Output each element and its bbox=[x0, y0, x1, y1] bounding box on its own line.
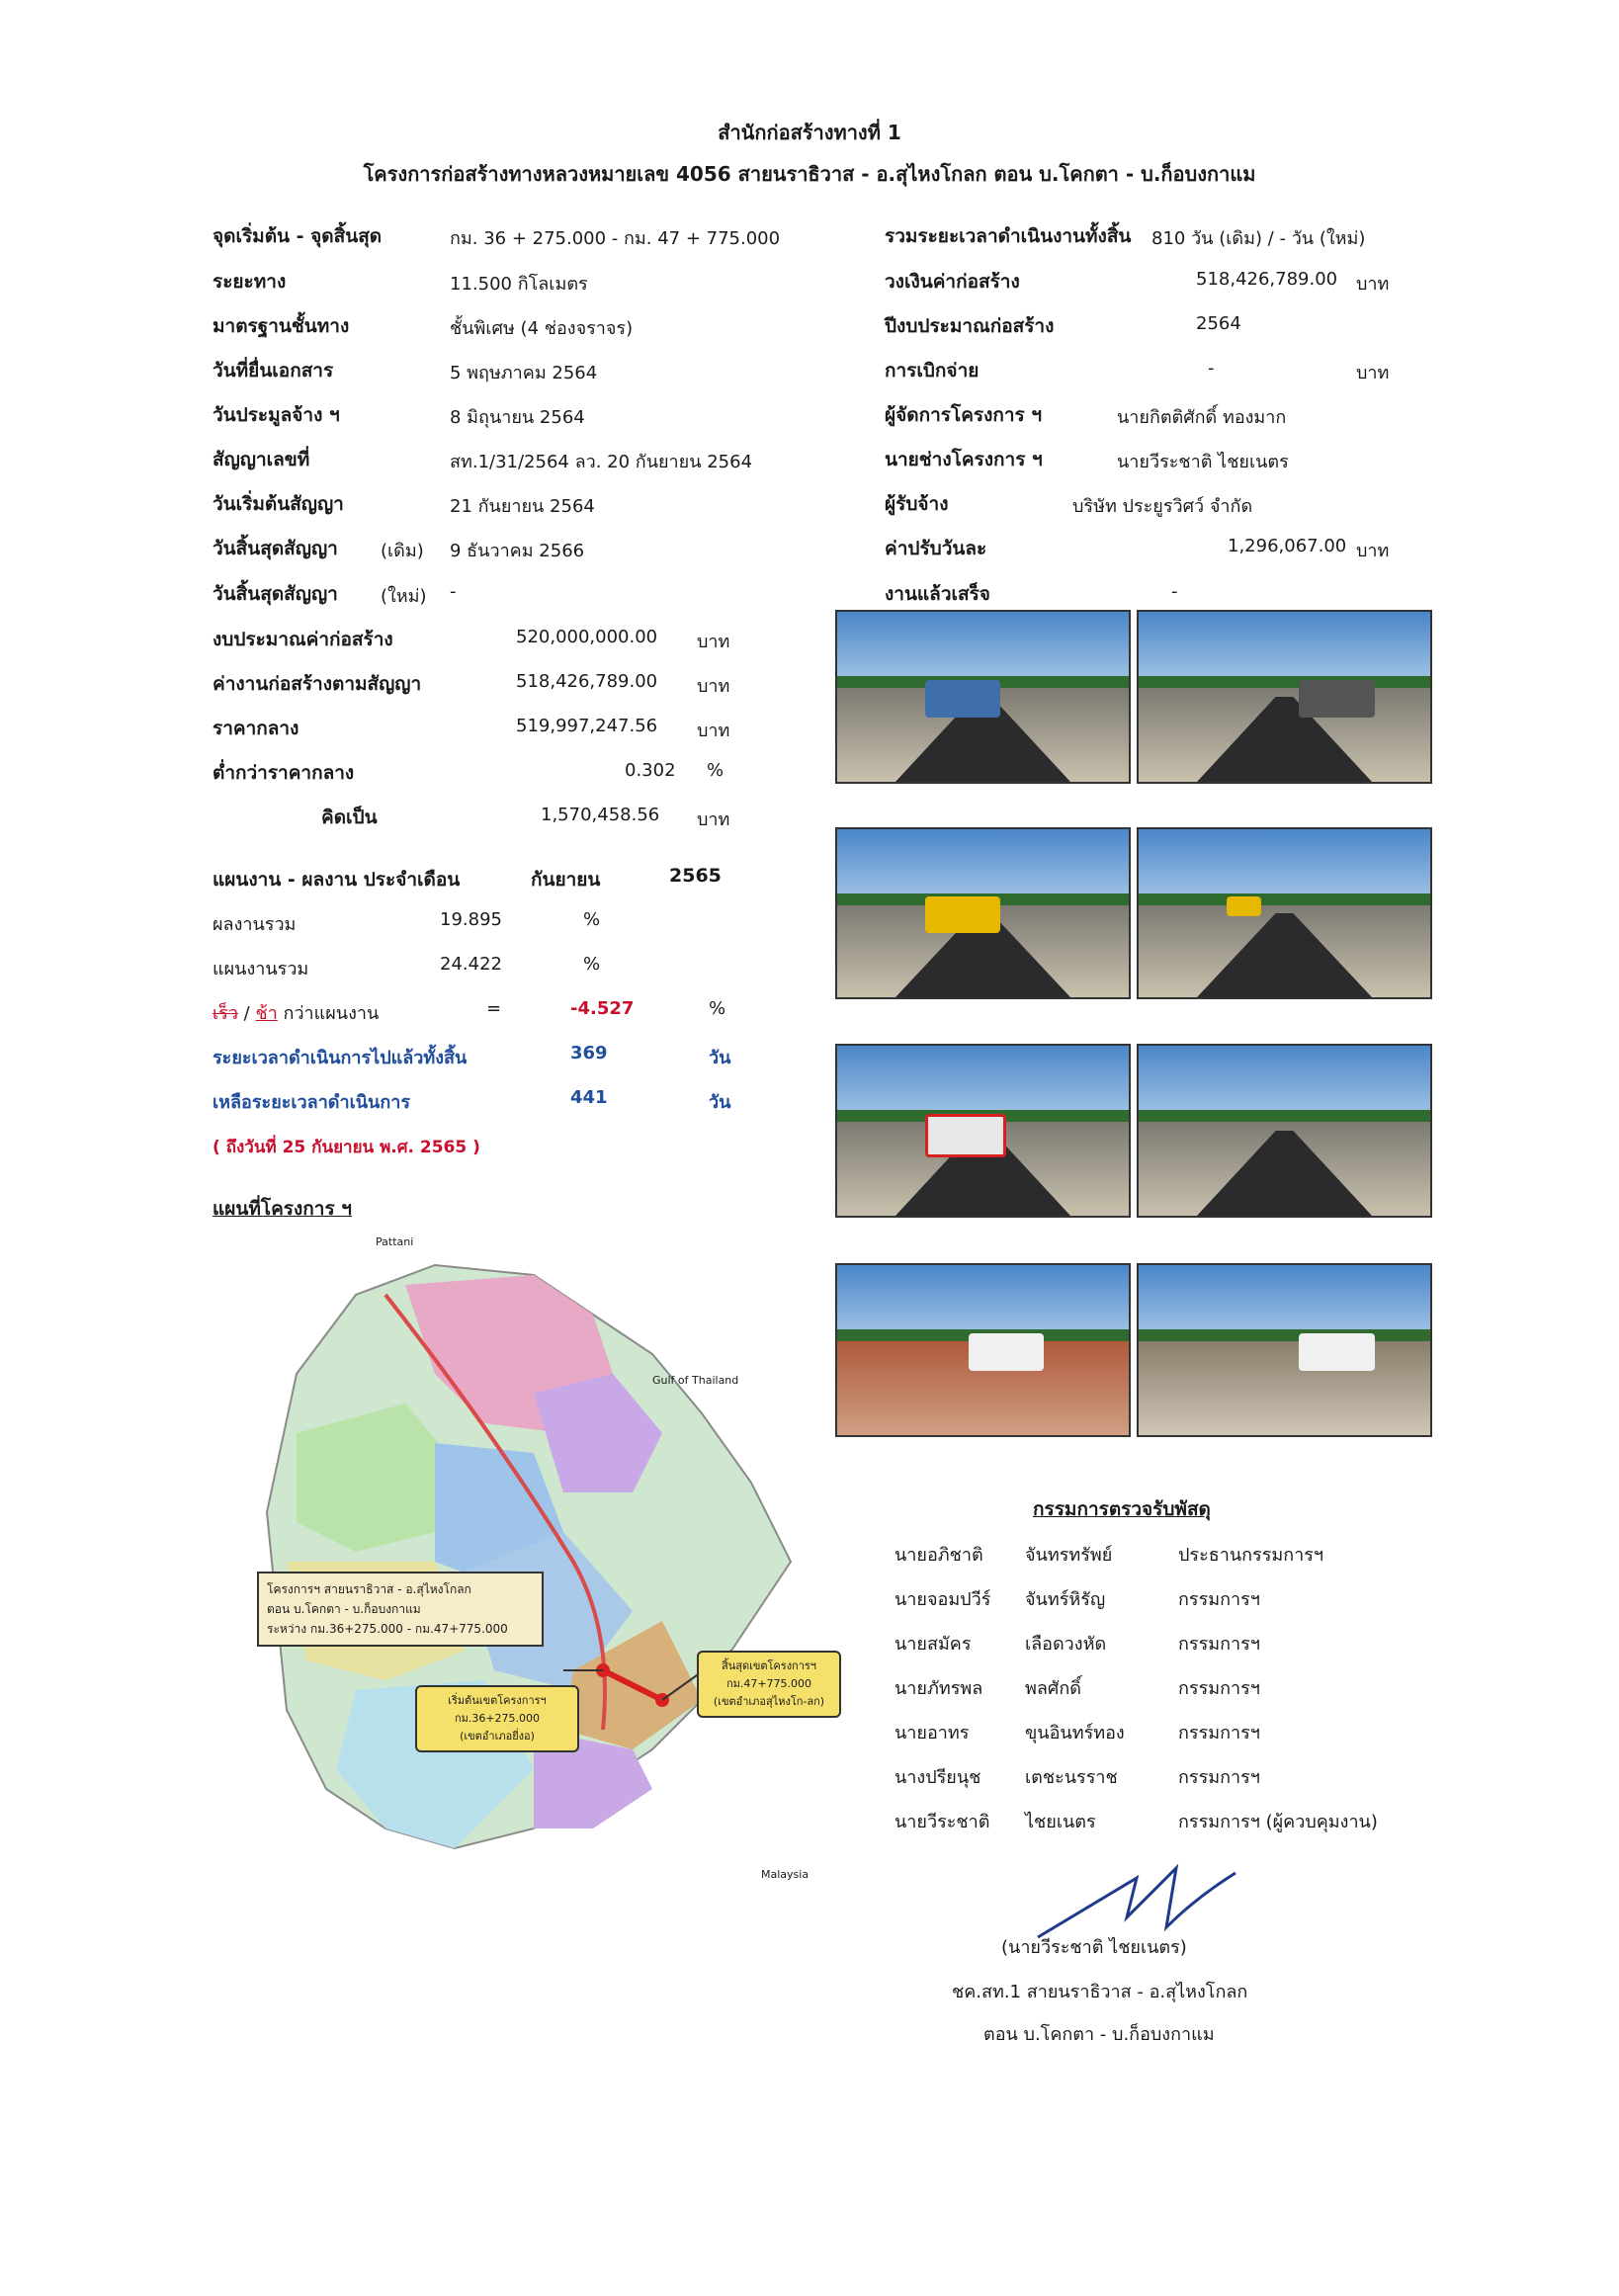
diff-row bbox=[213, 998, 379, 1027]
site-photo bbox=[835, 1044, 1131, 1218]
member-role: กรรมการฯ bbox=[1178, 1678, 1260, 1699]
member-first: นายอภิชาติ bbox=[895, 1545, 983, 1566]
budget-value: 0.302 bbox=[625, 760, 676, 781]
budget-label: ต่ำกว่าราคากลาง bbox=[213, 762, 355, 784]
member-last: ไชยเนตร bbox=[1025, 1812, 1096, 1832]
info-value: 1,296,067.00 bbox=[1228, 536, 1347, 556]
info-label: วันประมูลจ้าง ฯ bbox=[213, 404, 340, 426]
budget-label: ค่างานก่อสร้างตามสัญญา bbox=[213, 673, 422, 695]
info-value: นายวีระชาติ ไชยเนตร bbox=[1117, 452, 1289, 472]
progress-month: กันยายน bbox=[531, 869, 601, 891]
plan-value: 24.422 bbox=[440, 954, 502, 975]
budget-value: 519,997,247.56 bbox=[516, 716, 658, 736]
progress-title: แผนงาน - ผลงาน ประจำเดือน bbox=[213, 869, 461, 891]
info-label: สัญญาเลขที่ bbox=[213, 449, 310, 470]
budget-label: คิดเป็น bbox=[321, 807, 378, 828]
result-pct: % bbox=[583, 909, 601, 930]
member-last: จันทรทรัพย์ bbox=[1025, 1545, 1113, 1566]
info-label: วงเงินค่าก่อสร้าง bbox=[885, 271, 1020, 293]
progress-year: 2565 bbox=[669, 865, 722, 887]
member-role: ประธานกรรมการฯ bbox=[1178, 1545, 1324, 1566]
info-value: 11.500 กิโลเมตร bbox=[450, 274, 588, 295]
info-label: ระยะทาง bbox=[213, 271, 287, 293]
start-box-line: (เขตอำเภอยี่งอ) bbox=[460, 1730, 535, 1743]
info-label: วันที่ยื่นเอกสาร bbox=[213, 360, 334, 382]
project-box bbox=[257, 1572, 544, 1647]
site-photo bbox=[835, 1263, 1131, 1437]
info-sub: (เดิม) bbox=[381, 541, 424, 561]
budget-label: ราคากลาง bbox=[213, 718, 299, 739]
end-box bbox=[697, 1651, 841, 1718]
office-title: สำนักก่อสร้างทางที่ 1 bbox=[718, 121, 901, 144]
remain-label: เหลือระยะเวลาดำเนินการ bbox=[213, 1092, 411, 1113]
remain-value: 441 bbox=[570, 1087, 608, 1108]
budget-unit: บาท bbox=[697, 632, 730, 652]
map-malaysia-label: Malaysia bbox=[761, 1868, 810, 1881]
budget-value: 518,426,789.00 bbox=[516, 671, 658, 692]
diff-pct: % bbox=[709, 998, 726, 1019]
member-first: นายภัทรพล bbox=[895, 1678, 983, 1699]
site-photo bbox=[1137, 827, 1432, 999]
info-label: มาตรฐานชั้นทาง bbox=[213, 315, 350, 337]
info-unit: บาท bbox=[1356, 363, 1390, 383]
info-label: การเบิกจ่าย bbox=[885, 360, 980, 382]
info-value: - bbox=[1208, 358, 1215, 379]
member-role: กรรมการฯ bbox=[1178, 1723, 1260, 1743]
info-value: - bbox=[450, 581, 457, 602]
budget-unit: บาท bbox=[697, 676, 730, 697]
diff-label: กว่าแผนงาน bbox=[283, 1003, 380, 1024]
site-photo bbox=[1137, 610, 1432, 784]
info-label: วันสิ้นสุดสัญญา bbox=[213, 583, 338, 605]
info-value: 2564 bbox=[1196, 313, 1241, 334]
info-label: จุดเริ่มต้น - จุดสิ้นสุด bbox=[213, 225, 383, 247]
member-last: เลือดวงหัด bbox=[1025, 1634, 1107, 1655]
info-value: ชั้นพิเศษ (4 ช่องจราจร) bbox=[450, 318, 634, 339]
info-value: 21 กันยายน 2564 bbox=[450, 496, 595, 517]
remain-unit: วัน bbox=[709, 1092, 731, 1113]
budget-unit: บาท bbox=[697, 809, 730, 830]
member-role: กรรมการฯ bbox=[1178, 1767, 1260, 1788]
member-role: กรรมการฯ (ผู้ควบคุมงาน) bbox=[1178, 1812, 1378, 1832]
start-box-line: กม.36+275.000 bbox=[454, 1712, 541, 1725]
info-label: ค่าปรับวันละ bbox=[885, 538, 987, 559]
info-unit: บาท bbox=[1356, 541, 1390, 561]
signer-position: ชค.สท.1 สายนราธิวาส - อ.สุไหงโกลก bbox=[952, 1982, 1248, 2002]
end-box-line: กม.47+775.000 bbox=[725, 1677, 812, 1690]
member-first: นายอาทร bbox=[895, 1723, 970, 1743]
info-value: 810 วัน (เดิม) / - วัน (ใหม่) bbox=[1151, 228, 1366, 249]
diff-eq: = bbox=[486, 998, 502, 1019]
member-first: นายวีระชาติ bbox=[895, 1812, 990, 1832]
end-box-line: (เขตอำเภอสุไหงโก-ลก) bbox=[713, 1695, 825, 1708]
site-photo bbox=[835, 610, 1131, 784]
info-value: - bbox=[1171, 581, 1178, 602]
project-map bbox=[237, 1235, 830, 1987]
member-last: พลศักดิ์ bbox=[1025, 1678, 1081, 1699]
diff-sep: / bbox=[243, 1003, 250, 1024]
info-value: 8 มิถุนายน 2564 bbox=[450, 407, 585, 428]
member-role: กรรมการฯ bbox=[1178, 1634, 1260, 1655]
diff-value: -4.527 bbox=[570, 998, 635, 1019]
info-value: 518,426,789.00 bbox=[1196, 269, 1338, 290]
elapsed-label: ระยะเวลาดำเนินการไปแล้วทั้งสิ้น bbox=[213, 1048, 468, 1068]
elapsed-unit: วัน bbox=[709, 1048, 731, 1068]
signer-section: ตอน บ.โคกตา - บ.ก็อบงกาแม bbox=[983, 2024, 1215, 2045]
member-last: ขุนอินทร์ทอง bbox=[1025, 1723, 1125, 1743]
map-title: แผนที่โครงการ ฯ bbox=[213, 1198, 352, 1220]
result-value: 19.895 bbox=[440, 909, 502, 930]
project-title: โครงการก่อสร้างทางหลวงหมายเลข 4056 สายนราธิวาส - อ.สุไหงโกลก ตอน บ.โคกตา - บ.ก็อบงกาแม bbox=[363, 162, 1256, 186]
diff-slow: ช้า bbox=[255, 1003, 278, 1024]
map-pattani-label: Pattani bbox=[376, 1235, 414, 1248]
info-label: ปีงบประมาณก่อสร้าง bbox=[885, 315, 1055, 337]
budget-label: งบประมาณค่าก่อสร้าง bbox=[213, 629, 393, 650]
plan-label: แผนงานรวม bbox=[213, 959, 309, 979]
project-box-line: ระหว่าง กม.36+275.000 - กม.47+775.000 bbox=[267, 1622, 508, 1636]
info-value: กม. 36 + 275.000 - กม. 47 + 775.000 bbox=[450, 228, 781, 249]
member-first: นายจอมปวีร์ bbox=[895, 1589, 991, 1610]
site-photo bbox=[835, 827, 1131, 999]
budget-unit: บาท bbox=[697, 721, 730, 741]
site-photo bbox=[1137, 1263, 1432, 1437]
info-label: วันสิ้นสุดสัญญา bbox=[213, 538, 338, 559]
diff-fast: เร็ว bbox=[213, 1003, 238, 1024]
start-box-line: เริ่มต้นเขตโครงการฯ bbox=[448, 1694, 547, 1707]
result-label: ผลงานรวม bbox=[213, 914, 297, 935]
info-value: บริษัท ประยูรวิศว์ จำกัด bbox=[1072, 496, 1253, 517]
project-box-line: โครงการฯ สายนราธิวาส - อ.สุไหงโกลก bbox=[267, 1582, 471, 1596]
info-unit: บาท bbox=[1356, 274, 1390, 295]
member-last: จันทร์หิรัญ bbox=[1025, 1589, 1106, 1610]
member-role: กรรมการฯ bbox=[1178, 1589, 1260, 1610]
asof-date: ( ถึงวันที่ 25 กันยายน พ.ศ. 2565 ) bbox=[213, 1138, 480, 1157]
member-first: นางปรียนุช bbox=[895, 1767, 981, 1788]
info-label: งานแล้วเสร็จ bbox=[885, 583, 990, 605]
info-label: รวมระยะเวลาดำเนินงานทั้งสิ้น bbox=[885, 225, 1132, 247]
signer-name: (นายวีระชาติ ไชยเนตร) bbox=[1001, 1937, 1187, 1958]
info-sub: (ใหม่) bbox=[381, 586, 427, 607]
info-label: นายช่างโครงการ ฯ bbox=[885, 449, 1043, 470]
info-value: สท.1/31/2564 ลว. 20 กันยายน 2564 bbox=[450, 452, 753, 472]
info-label: ผู้จัดการโครงการ ฯ bbox=[885, 404, 1043, 426]
site-photo bbox=[1137, 1044, 1432, 1218]
committee-title: กรรมการตรวจรับพัสดุ bbox=[1033, 1498, 1211, 1520]
info-value: 5 พฤษภาคม 2564 bbox=[450, 363, 598, 383]
info-value: 9 ธันวาคม 2566 bbox=[450, 541, 585, 561]
budget-value: 520,000,000.00 bbox=[516, 627, 658, 647]
start-box bbox=[415, 1685, 579, 1752]
elapsed-value: 369 bbox=[570, 1043, 608, 1063]
info-label: ผู้รับจ้าง bbox=[885, 493, 949, 515]
budget-unit: % bbox=[707, 760, 724, 781]
project-box-line: ตอน บ.โคกตา - บ.ก็อบงกาแม bbox=[267, 1602, 421, 1616]
end-box-line: สิ้นสุดเขตโครงการฯ bbox=[722, 1659, 816, 1672]
info-value: นายกิตติศักดิ์ ทองมาก bbox=[1117, 407, 1287, 428]
plan-pct: % bbox=[583, 954, 601, 975]
member-first: นายสมัคร bbox=[895, 1634, 972, 1655]
budget-value: 1,570,458.56 bbox=[541, 805, 660, 825]
info-label: วันเริ่มต้นสัญญา bbox=[213, 493, 344, 515]
member-last: เตชะนรราช bbox=[1025, 1767, 1118, 1788]
map-gulf-label: Gulf of Thailand bbox=[652, 1374, 739, 1387]
